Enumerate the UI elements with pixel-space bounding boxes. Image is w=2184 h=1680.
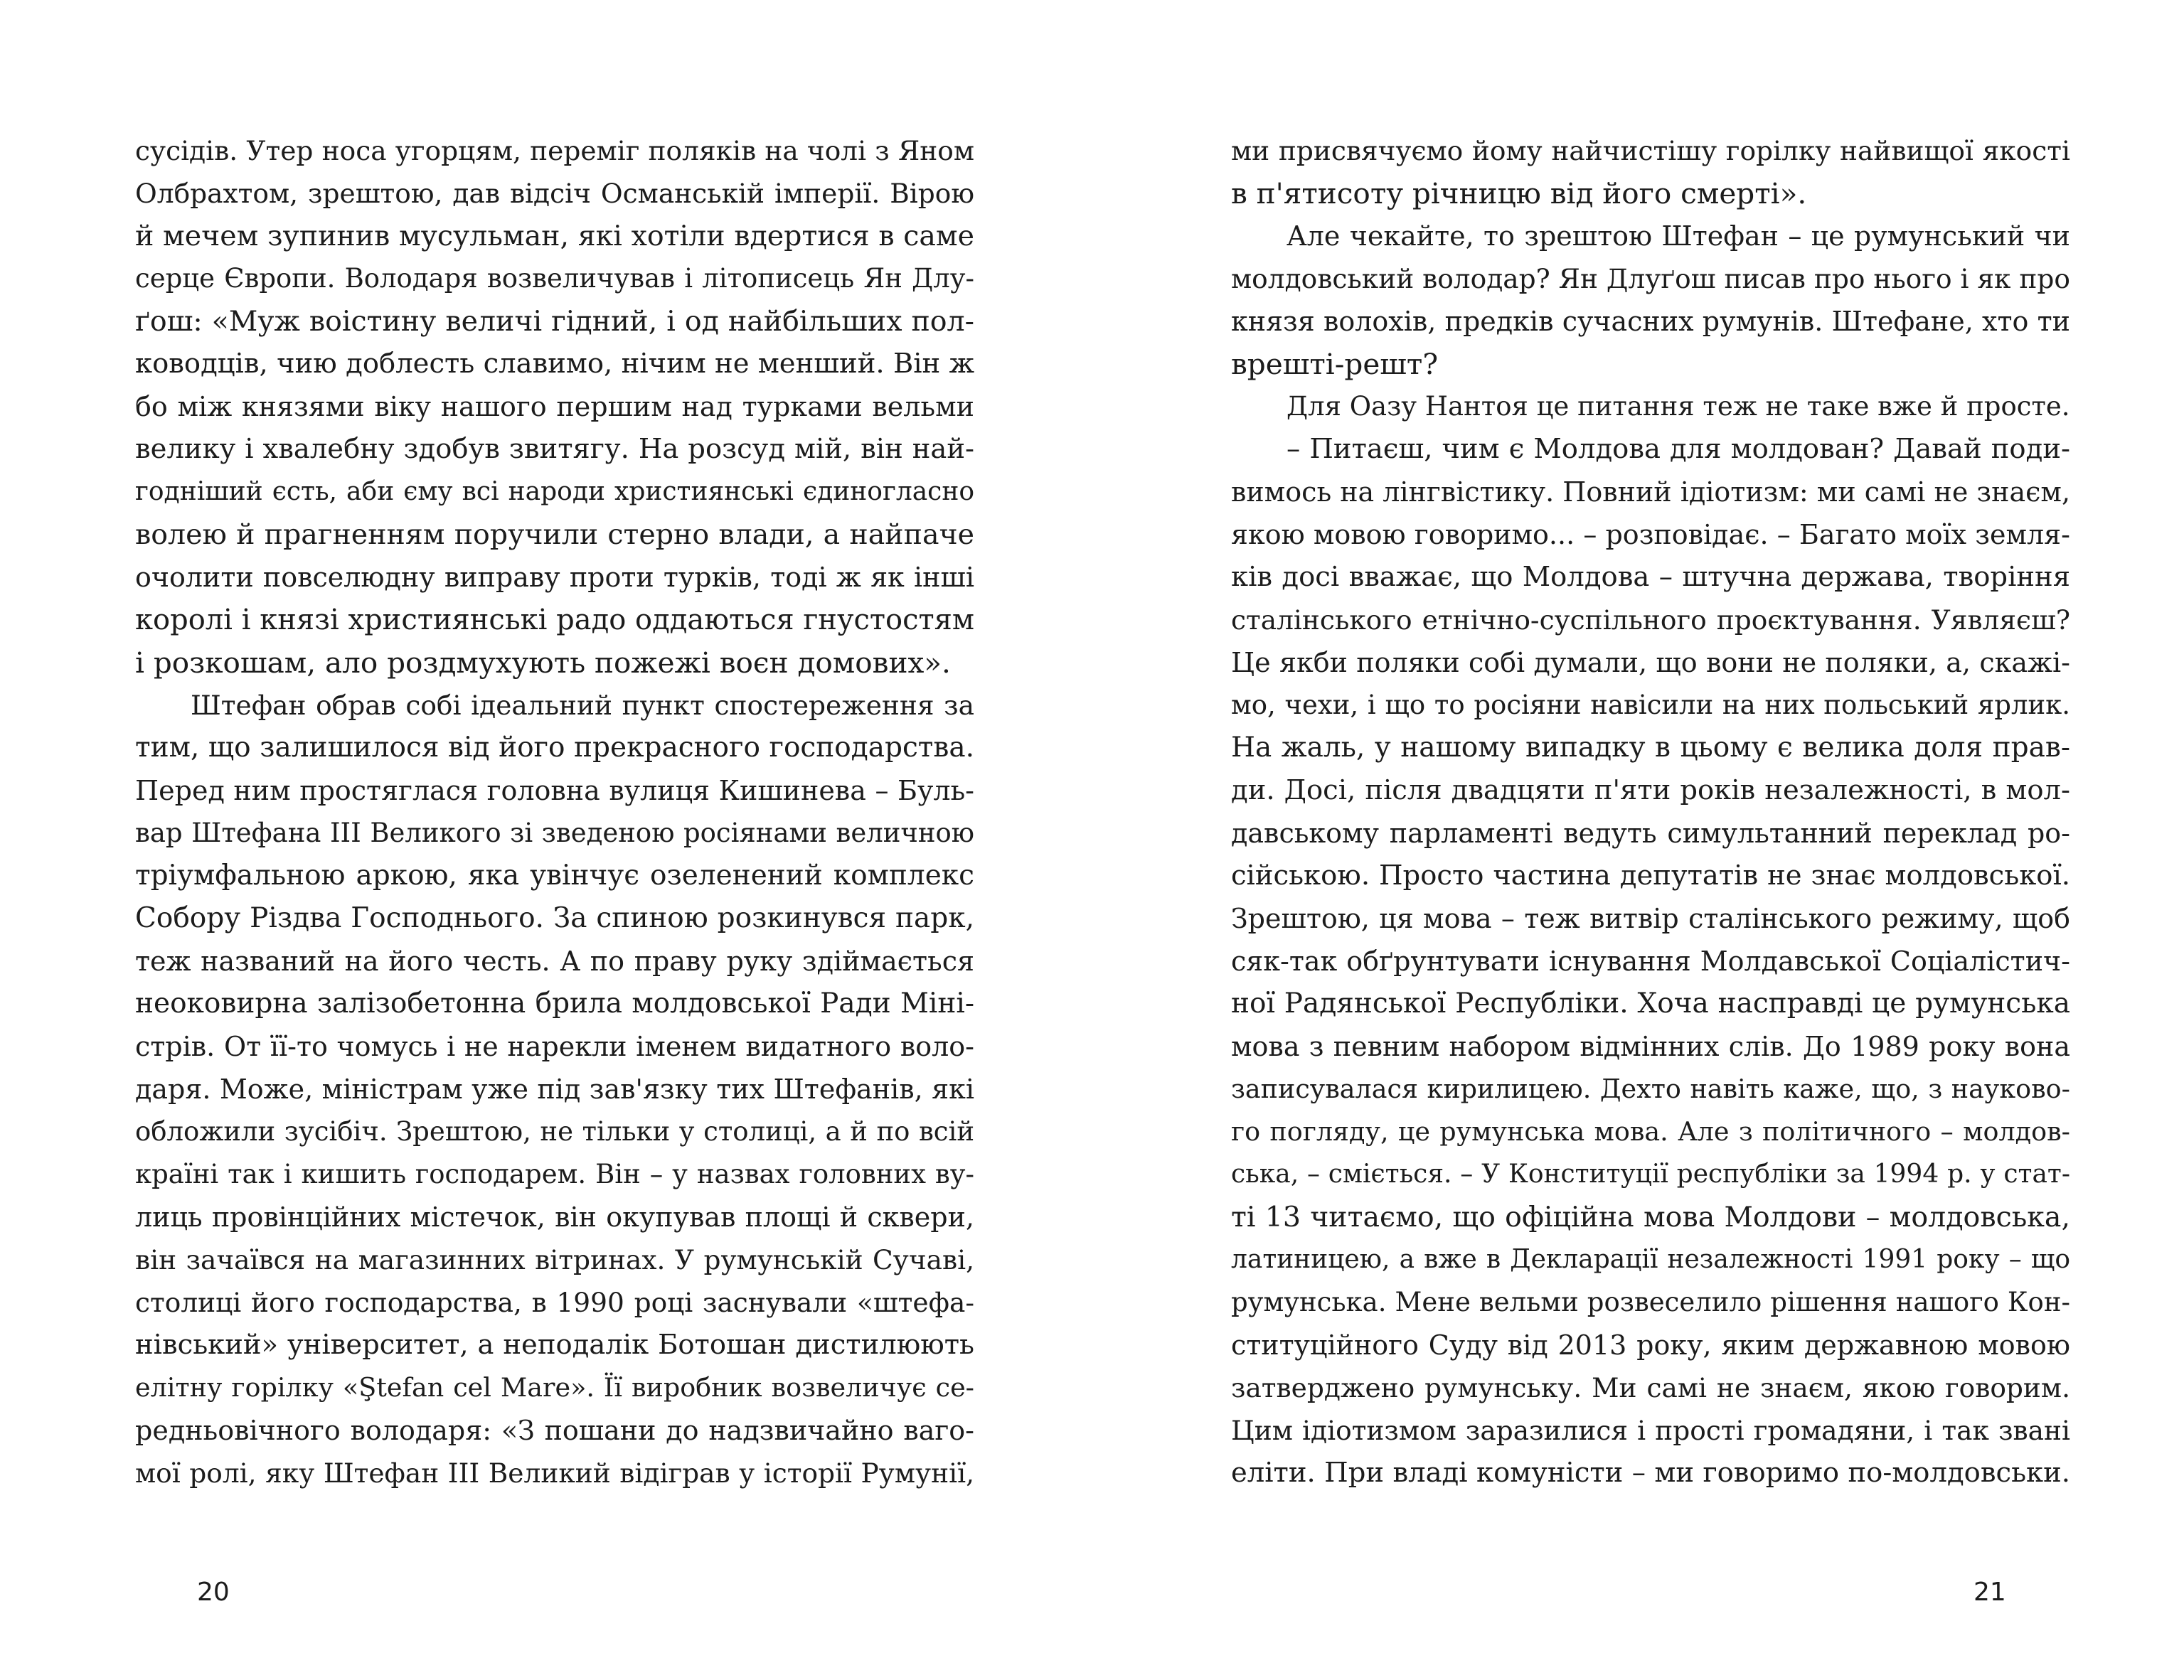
text-line: й мечем зупинив мусульман, які хотіли вдертися в саме [135, 220, 974, 252]
page-number: 20 [197, 1578, 230, 1607]
text-line: неоковирна залізобетонна брила молдовської Ради Міні- [135, 988, 974, 1020]
text-line: волею й прагненням поручили стерно влади, а найпаче [135, 518, 974, 551]
text-line: князя волохів, предків сучасних румунів. Штефане, хто ти [1231, 306, 2070, 337]
text-line: мова з певним набором відмінних слів. До 1989 року вона [1231, 1031, 2070, 1062]
text-line: вимось на лінгвістику. Повний ідіотизм: ми самі не знаєм, [1231, 476, 2070, 508]
text-line: сяк-так обґрунтувати існування Молдавської Соціалістич- [1231, 946, 2070, 977]
paragraph-last-line: в п'ятисоту річницю від його смерті». [1231, 176, 1807, 210]
text-line: елітну горілку «Ştefan cel Mare». Її виробник возвеличує се- [135, 1372, 974, 1403]
text-line: тим, що залишилося від його прекрасного господарства. [135, 732, 974, 764]
text-line: лиць провінційних містечок, він окупував площі й сквери, [135, 1202, 974, 1233]
paragraph-first-line: Штефан обрав собі ідеальний пункт спостереження за [191, 690, 974, 721]
text-line: редньовічного володаря: «З пошани до надзвичайно ваго- [135, 1415, 974, 1446]
text-line: Це якби поляки собі думали, що вони не поляки, а, скажі- [1231, 647, 2070, 678]
text-line: тріумфальною аркою, яка увінчує озеленений комплекс [135, 860, 974, 892]
text-line: столиці його господарства, в 1990 році заснували «штефа- [135, 1287, 974, 1318]
text-line: годніший єсть, аби єму всі народи християнські єдиногласно [135, 477, 974, 506]
text-line: ної Радянської Республіки. Хоча насправді це румунська [1231, 988, 2070, 1020]
text-line: стрів. От її-то чомусь і не нарекли іменем видатного воло- [135, 1031, 974, 1062]
text-line: сійською. Просто частина депутатів не знає молдовської. [1231, 860, 2070, 892]
text-line: велику і хвалебну здобув звитягу. На розсуд мій, він най- [135, 433, 974, 465]
text-line: сталінського етнічно-суспільного проєктування. Уявляєш? [1231, 604, 2070, 636]
text-line: бо між князями віку нашого першим над турками вельми [135, 391, 974, 422]
text-line: ди. Досі, після двадцяти п'яти років незалежності, в мол- [1231, 774, 2070, 806]
text-line: латиницею, а вже в Декларації незалежності 1991 року – що [1231, 1245, 2070, 1274]
page-number: 21 [1973, 1578, 2006, 1607]
text-line: вар Штефана III Великого зі зведеною росіянами величною [135, 818, 974, 848]
text-line: Олбрахтом, зрештою, дав відсіч Османській імперії. Вірою [135, 178, 974, 209]
text-line: сусідів. Утер носа угорцям, переміг поляків на чолі з Яном [135, 135, 974, 166]
text-line: серце Європи. Володаря возвеличував і літописець Ян Длу- [135, 263, 974, 294]
paragraph-last-line: врешті-решт? [1231, 347, 1439, 381]
text-line: ководців, чию доблесть славимо, нічим не менший. Він ж [135, 348, 974, 380]
right-page [1092, 0, 2184, 1680]
text-line: очолити повселюдну виправу проти турків, тоді ж як інші [135, 562, 974, 593]
text-line: він зачаївся на магазинних вітринах. У румунській Сучаві, [135, 1244, 974, 1275]
text-line: даря. Може, міністрам уже під зав'язку тих Штефанів, які [135, 1074, 974, 1105]
text-line: якою мовою говоримо... – розповідає. – Багато моїх земля- [1231, 519, 2070, 550]
text-line: країні так і кишить господарем. Він – у назвах головних ву- [135, 1159, 974, 1189]
text-line: мо, чехи, і що то росіяни навісили на них польський ярлик. [1231, 690, 2070, 720]
text-line: На жаль, у нашому випадку в цьому є велика доля прав- [1231, 732, 2070, 764]
text-line: ґош: «Муж воістину величі гідний, і од найбільших пол- [135, 305, 974, 338]
text-line: записувалася кирилицею. Дехто навіть каже, що, з науково- [1231, 1074, 2070, 1104]
text-line: молдовський володар? Ян Длуґош писав про нього і як про [1231, 263, 2070, 294]
text-line: мої ролі, яку Штефан III Великий відіграв у історії Румунії, [135, 1457, 974, 1489]
text-line: еліти. При владі комуністи – ми говоримо по-молдовськи. [1231, 1457, 2070, 1489]
paragraph-last-line: і розкошам, ало роздмухують пожежі воєн домових». [135, 646, 951, 680]
text-line: ків досі вважає, що Молдова – штучна держава, творіння [1231, 561, 2070, 593]
left-page-text [135, 129, 974, 1494]
text-line: ська, – сміється. – У Конституції республіки за 1994 р. у стат- [1231, 1160, 2070, 1189]
text-line: Зрештою, ця мова – теж витвір сталінського режиму, щоб [1231, 903, 2070, 934]
text-line: затверджено румунську. Ми самі не знаєм, якою говорим. [1231, 1372, 2070, 1403]
text-line: румунська. Мене вельми розвеселило рішення нашого Кон- [1231, 1287, 2070, 1317]
paragraph-single-line: Для Оазу Нантоя це питання теж не таке вже й просте. [1287, 391, 2070, 422]
text-line: Собору Різдва Господнього. За спиною розкинувся парк, [135, 902, 974, 934]
text-line: нівський» університет, а неподалік Ботошан дистилюють [135, 1329, 974, 1361]
text-line: королі і князі християнські радо оддаються гнустостям [135, 604, 974, 636]
text-line: обложили зусібіч. Зрештою, не тільки у столиці, а й по всій [135, 1116, 974, 1147]
paragraph-first-line: Але чекайте, то зрештою Штефан – це румунський чи [1287, 220, 2070, 252]
text-line: ті 13 читаємо, що офіційна мова Молдови – молдовська, [1231, 1201, 2070, 1234]
right-page-text [1231, 129, 2070, 1494]
text-line: го погляду, це румунська мова. Але з політичного – молдов- [1231, 1116, 2070, 1147]
paragraph-first-line: – Питаєш, чим є Молдова для молдован? Давай поди- [1287, 433, 2070, 465]
text-line: ми присвячуємо йому найчистішу горілку найвищої якості [1231, 135, 2070, 166]
text-line: давському парламенті ведуть симультанний переклад ро- [1231, 818, 2070, 849]
text-line: теж названий на його честь. А по праву руку здіймається [135, 946, 974, 977]
text-line: ституційного Суду від 2013 року, яким державною мовою [1231, 1329, 2070, 1361]
text-line: Перед ним простяглася головна вулиця Кишинева – Буль- [135, 775, 974, 806]
text-line: Цим ідіотизмом заразилися і прості громадяни, і так звані [1231, 1415, 2070, 1446]
